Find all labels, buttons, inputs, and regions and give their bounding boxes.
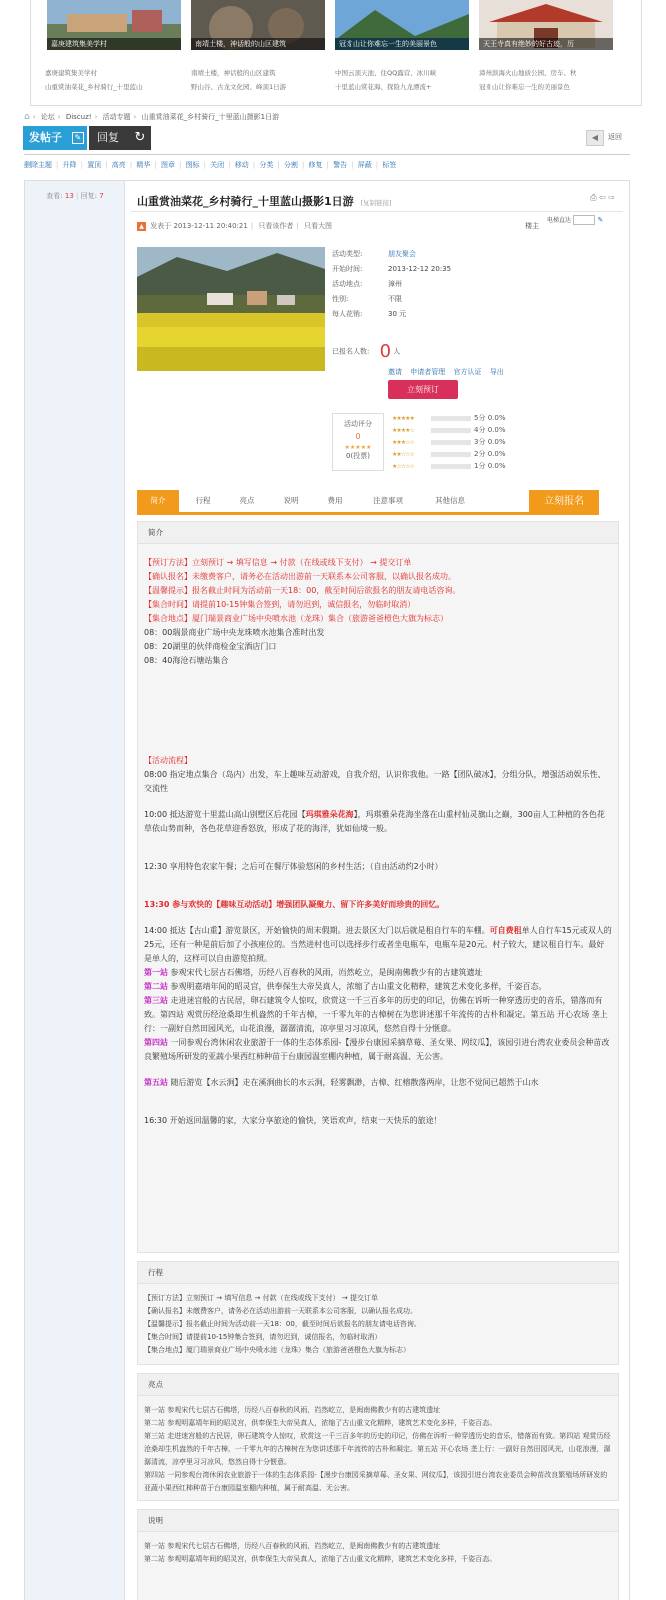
reserve-button[interactable]: 立刻预订 bbox=[388, 380, 458, 399]
link-column bbox=[45, 66, 190, 94]
section-title: 亮点 bbox=[138, 1374, 618, 1396]
section-body bbox=[138, 1284, 618, 1365]
reply-label: 回复 bbox=[97, 131, 119, 144]
itinerary-line: 【温馨提示】报名截止时间为活动前一天18：00，截至时间后欲报名的朋友请电话咨询。 bbox=[144, 1320, 421, 1328]
tab-notes[interactable]: 说明 bbox=[283, 496, 299, 505]
info-key: 活动地点: bbox=[332, 280, 363, 288]
related-link[interactable]: 漳州滨海火山地质公园、房车、秋 bbox=[479, 69, 577, 77]
link-column bbox=[479, 66, 624, 94]
time-line: 08：20湖里的伙伴商检金宝酒店门口 bbox=[144, 642, 277, 651]
post-date: 发表于 2013-12-11 20:40:21 bbox=[150, 222, 248, 230]
signup-count bbox=[332, 341, 400, 362]
prev-icon[interactable]: ⇦ bbox=[599, 193, 606, 202]
author-icon: ▲ bbox=[137, 222, 146, 231]
related-link[interactable]: 冠豸山让你难忘一生的美丽景色 bbox=[479, 83, 570, 91]
related-box bbox=[30, 0, 642, 106]
post-stats: 查看: 13 | 回复: 7 bbox=[46, 192, 104, 200]
related-link[interactable]: 中国云顶天池、住QQ露营、冰川峡 bbox=[335, 69, 437, 77]
related-thumb[interactable] bbox=[47, 0, 181, 50]
mod-action[interactable]: 移动 bbox=[234, 161, 249, 169]
flow-para: 12:30 享用特色农家午餐；之后可在餐厅体验悠闲的乡村生活；（自由活动约2小时） bbox=[144, 862, 443, 871]
floor-label: 楼主 bbox=[525, 222, 539, 230]
rating-summary bbox=[332, 413, 384, 471]
para-text: 】，玛琪雅朵花海坐落在山重村仙灵旗山之巅，300亩人工种植的各色花草依山势而种，各色花草迎香怒放，形成了花的海洋，犹如仙境一般。 bbox=[144, 810, 605, 833]
post-sidebar bbox=[25, 181, 125, 1600]
bar-track bbox=[431, 464, 471, 469]
link-column bbox=[335, 66, 480, 94]
reply-button[interactable] bbox=[89, 126, 151, 150]
bar-pct: 0.0% bbox=[487, 462, 506, 470]
export-link[interactable]: 导出 bbox=[489, 368, 504, 376]
stop-label: 第五站 bbox=[144, 1078, 168, 1087]
bar-track bbox=[431, 428, 471, 433]
thumb-caption: 南靖土楼，神话般的山区建筑 bbox=[191, 38, 325, 50]
verify-link[interactable]: 官方认证 bbox=[453, 368, 482, 376]
tab-intro[interactable]: 简介 bbox=[137, 490, 179, 512]
stop-para bbox=[144, 994, 612, 1036]
bar-track bbox=[431, 416, 471, 421]
post-title: 山重赏油菜花_乡村骑行_十里蓝山摄影1日游 bbox=[137, 195, 354, 208]
info-key: 开始时间: bbox=[332, 265, 363, 273]
related-thumb[interactable] bbox=[191, 0, 325, 50]
rating-bar bbox=[392, 449, 522, 461]
related-link[interactable]: 野山谷、古龙文化园、峰顶1日游 bbox=[191, 83, 287, 91]
home-icon[interactable]: ⌂ bbox=[24, 112, 30, 122]
breadcrumb-item[interactable]: 论坛 bbox=[40, 113, 55, 121]
rating-bar bbox=[392, 413, 522, 425]
moderator-toolbar: 删除主题 | 升降 | 置顶 | 高亮 | 精华 | 图章 | 图标 | 关闭 | 移动 | 分类 | 分割 | 修复 | 警告 | 屏蔽 | 标签 bbox=[24, 161, 397, 169]
para-text: 10:00 抵达游览十里蓝山高山别墅区后花园【 bbox=[144, 810, 306, 819]
bar-label: 5分 bbox=[474, 414, 486, 422]
bar-pct: 0.0% bbox=[487, 438, 506, 446]
time-line: 08：40海沧石塘站集合 bbox=[144, 656, 229, 665]
flow-para: 08:00 指定地点集合（岛内）出发，车上趣味互动游戏，自我介绍，认识你我他。一路【团队破冰】，分组分队，增强活动娱乐性、交流性 bbox=[144, 770, 606, 793]
print-icon[interactable]: ⎙ bbox=[590, 193, 597, 202]
stars-icon: ★★★★★ bbox=[392, 414, 414, 422]
new-post-label: 发帖子 bbox=[29, 131, 62, 144]
time-line: 08：00瑞景商业广场中央龙珠喷水池集合准时出发 bbox=[144, 628, 325, 637]
arrow-left-icon: ◀ bbox=[586, 130, 604, 146]
breadcrumb-item[interactable]: 山重赏油菜花_乡村骑行_十里蓝山摄影1日游 bbox=[141, 113, 280, 121]
section-title: 说明 bbox=[138, 1510, 618, 1532]
mod-action[interactable]: 屏蔽 bbox=[357, 161, 372, 169]
activity-image bbox=[137, 247, 325, 371]
info-value: 不限 bbox=[388, 295, 402, 303]
big-image-link[interactable]: 只看大图 bbox=[304, 222, 332, 230]
stop-text: 随后游览【水云涧】走在溪涧曲长的水云涧，轻雾飘渺，古樟、红榕散落两岸，让您不觉间已超然于山水 bbox=[168, 1078, 539, 1087]
breadcrumb: ⌂ › 论坛 › Discuz! › 活动专题 › 山重赏油菜花_乡村骑行_十里蓝山摄影1日游 bbox=[24, 112, 280, 122]
replies-count: 7 bbox=[99, 192, 104, 200]
stars-icon: ★★★★★ bbox=[344, 444, 372, 451]
post-container bbox=[24, 180, 630, 1600]
rating-bar bbox=[392, 461, 522, 473]
post-meta: ▲ 发表于 2013-12-11 20:40:21 | 只看该作者 | 只看大图 bbox=[137, 221, 332, 231]
thumb-caption: 嘉庚建筑集美学村 bbox=[47, 38, 181, 50]
mod-action[interactable]: 警告 bbox=[333, 161, 348, 169]
intro-section bbox=[137, 521, 619, 1253]
info-row bbox=[332, 264, 512, 274]
related-thumb[interactable] bbox=[479, 0, 613, 50]
note-line: 第二站 参观明嘉靖年间的昭灵宫，供奉保生大帝吴真人，浓缩了古山重文化精粹，建筑艺术变化多样，千姿百态。 bbox=[144, 1555, 497, 1563]
title-actions bbox=[590, 193, 615, 203]
stars-icon: ★★★☆☆ bbox=[392, 438, 414, 446]
itinerary-line: 【集合地点】厦门瑞景商业广场中央喷水池（龙珠）集合（旅游爸爸橙色大旗为标志） bbox=[144, 1346, 410, 1354]
related-thumb[interactable] bbox=[335, 0, 469, 50]
para-highlight: 可自费租 bbox=[489, 926, 522, 935]
bar-label: 1分 bbox=[474, 462, 486, 470]
rating-panel bbox=[332, 413, 510, 473]
info-row bbox=[332, 309, 512, 319]
mod-action[interactable]: 分割 bbox=[283, 161, 298, 169]
highlight-line: 第四站 一同参观台湾休闲农业旅游于一体的生态体系园-【漫步台康园采摘草莓、圣女果、网纹瓜】，该园引进台湾农业委员会种苗改良繁殖场所研发的亚蔬小果西红柿种苗于台康园温室棚内种植，属于耐高温、无公害。 bbox=[144, 1471, 608, 1492]
mod-action[interactable]: 删除主题 bbox=[24, 161, 52, 169]
thumb-caption: 冠豸山让你难忘一生的美丽景色 bbox=[335, 38, 469, 50]
flow-para bbox=[144, 808, 612, 836]
flow-title: 【活动流程】 bbox=[144, 756, 192, 765]
flow-para bbox=[144, 924, 612, 966]
notice-line: 【预订方法】立刻预订 → 填写信息 → 付款（在线或线下支付） → 提交订单 bbox=[144, 558, 412, 567]
section-body bbox=[138, 1396, 618, 1503]
info-value: 朋友聚会 bbox=[388, 250, 416, 258]
link-column bbox=[191, 66, 336, 94]
divider bbox=[24, 154, 630, 155]
info-key: 活动类型: bbox=[332, 250, 363, 258]
stop-para bbox=[144, 966, 612, 980]
bar-label: 3分 bbox=[474, 438, 486, 446]
notice-line: 【集合时间】请提前10-15钟集合签到，请勿迟到，诚信报名，勿临时取消） bbox=[144, 600, 416, 609]
highlight-line: 第二站 参观明嘉靖年间的昭灵宫，供奉保生大帝吴真人，浓缩了古山重文化精粹，建筑艺术变化多样，千姿百态。 bbox=[144, 1419, 497, 1427]
info-value: 漳州 bbox=[388, 280, 402, 288]
bar-pct: 0.0% bbox=[487, 426, 506, 434]
only-author-link[interactable]: 只看该作者 bbox=[258, 222, 294, 230]
stop-label: 第四站 bbox=[144, 1038, 168, 1047]
rating-bar bbox=[392, 425, 522, 437]
manage-link[interactable]: 申请者管理 bbox=[410, 368, 446, 376]
tab-other[interactable]: 其他信息 bbox=[435, 496, 465, 505]
mod-action[interactable]: 高亮 bbox=[111, 161, 126, 169]
para-highlight: 玛琪雅朵花海 bbox=[305, 810, 354, 819]
goto-floor bbox=[547, 215, 603, 225]
go-icon[interactable]: ✎ bbox=[597, 216, 604, 224]
para-text: 单人自行车15元或双人的25元，还有一种是前后加了小孩座位的。当然进村也可以选择步行或者坐电瓶车，电瓶车是20元。村子较大，建议租自行车。最好是单人的，这样可以自由游览拍照。 bbox=[144, 926, 612, 963]
signup-unit: 人 bbox=[393, 347, 401, 356]
stop-label: 第一站 bbox=[144, 968, 168, 977]
info-row bbox=[332, 279, 512, 289]
section-title: 简介 bbox=[138, 522, 618, 544]
mod-action[interactable]: 升降 bbox=[62, 161, 77, 169]
info-row bbox=[332, 249, 512, 259]
related-link[interactable]: 南靖土楼，神话般的山区建筑 bbox=[191, 69, 276, 77]
signup-number: 0 bbox=[379, 341, 392, 362]
related-link[interactable]: 十里蓝山赏花海、探险九龙漂流+ bbox=[335, 83, 432, 91]
stop-text: 走进迷宫般的古民居，卵石建筑令人惊叹，欣赏这一千三百多年的历史的印记，仿佛在诉听一种穿透历史的音乐，错落而有致。第四站 观赏历经沧桑却生机盎然的千年古樟，一千零九年的古樟树在为您讲述那千年流传的古朴和凝定。第五站 开心农场 垄上行：一副好自然田园风光，山花浪漫，潺潺清流，凉亭里习习凉风，悠然自得十分惬意。 bbox=[144, 996, 608, 1033]
itinerary-line: 【预订方法】立刻预订 → 填写信息 → 付款（在线或线下支付） → 提交订单 bbox=[144, 1294, 378, 1302]
tab-attention[interactable]: 注意事项 bbox=[373, 496, 403, 505]
notice-line: 【确认报名】未缴费客户，请务必在活动出游前一天联系本公司客服，以确认报名成功。 bbox=[144, 572, 456, 581]
bar-track bbox=[431, 452, 471, 457]
stop-text: 参观宋代七层古石佛塔，历经八百春秋的风雨，岿然屹立，是闽南佛教少有的古建筑遗址 bbox=[168, 968, 483, 977]
rating-bar bbox=[392, 437, 522, 449]
goto-input[interactable] bbox=[573, 215, 595, 225]
flow-para: 16:30 开始返回温馨的家，大家分享旅途的愉快，笑语欢声，结束一天快乐的旅途！ bbox=[144, 1116, 442, 1125]
highlights-section bbox=[137, 1373, 619, 1501]
flow-para: 13:30 参与欢快的【趣味互动活动】增强团队凝聚力、留下许多美好而珍贵的回忆。 bbox=[144, 900, 445, 909]
mod-action[interactable]: 分类 bbox=[259, 161, 274, 169]
signup-now-button[interactable]: 立刻报名 bbox=[529, 490, 599, 515]
tab-fees[interactable]: 费用 bbox=[327, 496, 343, 505]
tab-itinerary[interactable]: 行程 bbox=[195, 496, 211, 505]
itinerary-section bbox=[137, 1261, 619, 1365]
highlight-line: 第一站 参观宋代七层古石佛塔，历经八百春秋的风雨，岿然屹立，是闽南佛教少有的古建筑遗址 bbox=[144, 1406, 441, 1414]
goto-label: 电梯直达 bbox=[547, 217, 572, 224]
para-text: 14:00 抵达【古山重】游览景区，开始愉快的周末假期。进去景区大门以后就是租自行车的车棚。 bbox=[144, 926, 490, 935]
rating-score: 0 bbox=[355, 432, 361, 441]
itinerary-line: 【确认报名】未缴费客户，请务必在活动出游前一天联系本公司客服，以确认报名成功。 bbox=[144, 1307, 417, 1315]
bar-label: 4分 bbox=[474, 426, 486, 434]
notice-line: 【温馨提示】报名截止时间为活动前一天18：00，截至时间后欲报名的朋友请电话咨询。 bbox=[144, 586, 461, 595]
breadcrumb-item[interactable]: 活动专题 bbox=[102, 113, 131, 121]
section-body bbox=[138, 544, 618, 1136]
stop-para bbox=[144, 1076, 612, 1090]
thumb-caption: 天王寺真有绝妙的好古迹，历 bbox=[479, 38, 613, 50]
views-count: 13 bbox=[64, 192, 74, 200]
views-label: 查看: bbox=[46, 192, 63, 200]
section-body bbox=[138, 1532, 618, 1574]
signup-label: 已报名人数: bbox=[332, 347, 370, 356]
invite-link[interactable]: 邀请 bbox=[388, 368, 402, 376]
rating-label: 活动评分 bbox=[344, 420, 372, 428]
info-row bbox=[332, 294, 512, 304]
edit-icon: ✎ bbox=[72, 132, 84, 144]
stars-icon: ★★☆☆☆ bbox=[392, 450, 414, 458]
info-key: 性别: bbox=[332, 295, 349, 303]
stop-text: 一同参观台湾休闲农业旅游于一体的生态体系园-【漫步台康园采摘草莓、圣女果、网纹瓜】，该园引进台湾农业委员会种苗改良繁殖场所研发的亚蔬小果西红柿种苗于台康园温室棚内种植，属于耐高温、无公害。 bbox=[144, 1038, 610, 1061]
note-line: 第一站 参观宋代七层古石佛塔，历经八百春秋的风雨，岿然屹立，是闽南佛教少有的古建筑遗址 bbox=[144, 1542, 441, 1550]
stop-para bbox=[144, 980, 612, 994]
bar-track bbox=[431, 440, 471, 445]
divider bbox=[131, 211, 623, 212]
mod-action[interactable]: 关闭 bbox=[210, 161, 225, 169]
activity-photo bbox=[137, 247, 325, 371]
post-title-row bbox=[137, 193, 392, 209]
info-key: 每人花销: bbox=[332, 310, 363, 318]
next-icon[interactable]: ⇨ bbox=[608, 193, 615, 202]
mod-action[interactable]: 修复 bbox=[308, 161, 323, 169]
back-label: 返回 bbox=[608, 133, 622, 141]
activity-links bbox=[388, 367, 510, 377]
section-title: 行程 bbox=[138, 1262, 618, 1284]
stop-label: 第二站 bbox=[144, 982, 168, 991]
bar-pct: 0.0% bbox=[487, 414, 506, 422]
replies-label: 回复: bbox=[80, 192, 97, 200]
highlight-line: 第三站 走进迷宫般的古民居，卵石建筑令人惊叹，欣赏这一千三百多年的历史的印记，仿佛在诉听一种穿透历史的音乐，错落而有致。第四站 观赏历经沧桑却生机盎然的千年古樟，一千零九年的古樟树在为您讲述那千年流传的古朴和凝定。第五站 开心农场 垄上行：一副好自然田园风光，山花浪漫，潺潺清流，凉亭里习习凉风，悠然自得十分惬意。 bbox=[144, 1432, 611, 1466]
mod-action[interactable]: 精华 bbox=[136, 161, 151, 169]
info-value: 2013-12-12 20:35 bbox=[388, 265, 452, 273]
mod-action[interactable]: 图章 bbox=[160, 161, 175, 169]
bar-pct: 0.0% bbox=[487, 450, 506, 458]
info-value: 30 元 bbox=[388, 310, 407, 318]
copy-link[interactable]: [复制链接] bbox=[360, 199, 392, 207]
refresh-icon: ↻ bbox=[134, 130, 146, 145]
rating-votes: 0(投票) bbox=[346, 452, 370, 460]
mod-action[interactable]: 标签 bbox=[382, 161, 397, 169]
bar-label: 2分 bbox=[474, 450, 486, 458]
notes-section bbox=[137, 1509, 619, 1600]
related-link[interactable]: 嘉庚建筑集美学村 bbox=[45, 69, 97, 77]
stars-icon: ★★★★☆ bbox=[392, 426, 414, 434]
back-button[interactable] bbox=[586, 130, 630, 146]
stop-label: 第三站 bbox=[144, 996, 168, 1005]
mod-action[interactable]: 置顶 bbox=[87, 161, 102, 169]
tab-highlights[interactable]: 亮点 bbox=[239, 496, 255, 505]
stop-text: 参观明嘉靖年间的昭灵宫，供奉保生大帝吴真人，浓缩了古山重文化精粹，建筑艺术变化多样，千姿百态。 bbox=[168, 982, 547, 991]
stars-icon: ★☆☆☆☆ bbox=[392, 462, 414, 470]
mod-action[interactable]: 图标 bbox=[185, 161, 200, 169]
notice-line: 【集合地点】厦门瑞景商业广场中央喷水池（龙珠）集合（旅游爸爸橙色大旗为标志） bbox=[144, 614, 448, 623]
new-post-button[interactable] bbox=[23, 126, 87, 150]
related-link[interactable]: 山重赏油菜花_乡村骑行_十里蓝山 bbox=[45, 83, 143, 91]
itinerary-line: 【集合时间】请提前10-15钟集合签到，请勿迟到，诚信报名，勿临时取消） bbox=[144, 1333, 382, 1341]
breadcrumb-item[interactable]: Discuz! bbox=[65, 113, 92, 121]
stop-para bbox=[144, 1036, 612, 1064]
